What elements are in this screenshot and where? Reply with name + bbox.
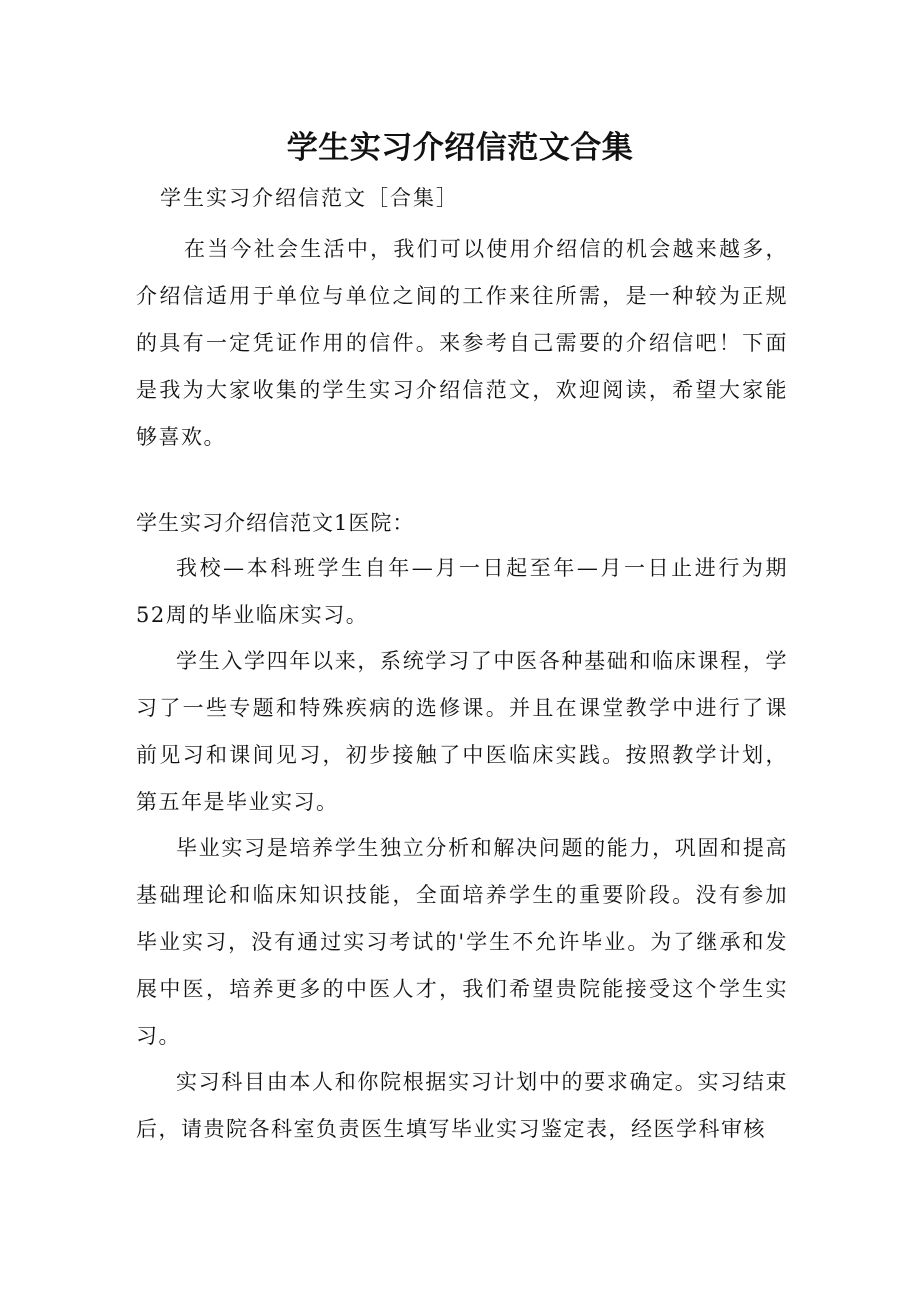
letter-salutation: 学生实习介绍信范文1医院： [136, 511, 415, 535]
document-title: 学生实习介绍信范文合集 [286, 130, 634, 166]
intro-paragraph: 在当今社会生活中，我们可以使用介绍信的机会越来越多，介绍信适用于单位与单位之间的工作来往所需，是一种较为正规的具有一定凭证作用的信件。来参考自己需要的介绍信吧！下面是我为大家收集的学生实习介绍信范文，欢迎阅读，希望大家能够喜欢。 [136, 237, 788, 449]
body-paragraph-2: 学生入学四年以来，系统学习了中医各种基础和临床课程，学习了一些专题和特殊疾病的选修课。并且在课堂教学中进行了课前见习和课间见习，初步接触了中医临床实践。按照教学计划，第五年是毕业实习。 [136, 649, 788, 814]
document-subtitle: 学生实习介绍信范文［合集］ [160, 186, 459, 210]
body-paragraph-1: 我校—本科班学生自年—月一日起至年—月一日止进行为期52周的毕业临床实习。 [136, 556, 788, 627]
body-paragraph-3: 毕业实习是培养学生独立分析和解决问题的能力，巩固和提高基础理论和临床知识技能，全面培养学生的重要阶段。没有参加毕业实习，没有通过实习考试的'学生不允许毕业。为了继承和发展中医，培养更多的中医人才，我们希望贵院能接受这个学生实习。 [136, 836, 788, 1048]
body-paragraph-4: 实习科目由本人和你院根据实习计划中的要求确定。实习结束后，请贵院各科室负责医生填写毕业实习鉴定表，经医学科审核 [136, 1070, 788, 1141]
